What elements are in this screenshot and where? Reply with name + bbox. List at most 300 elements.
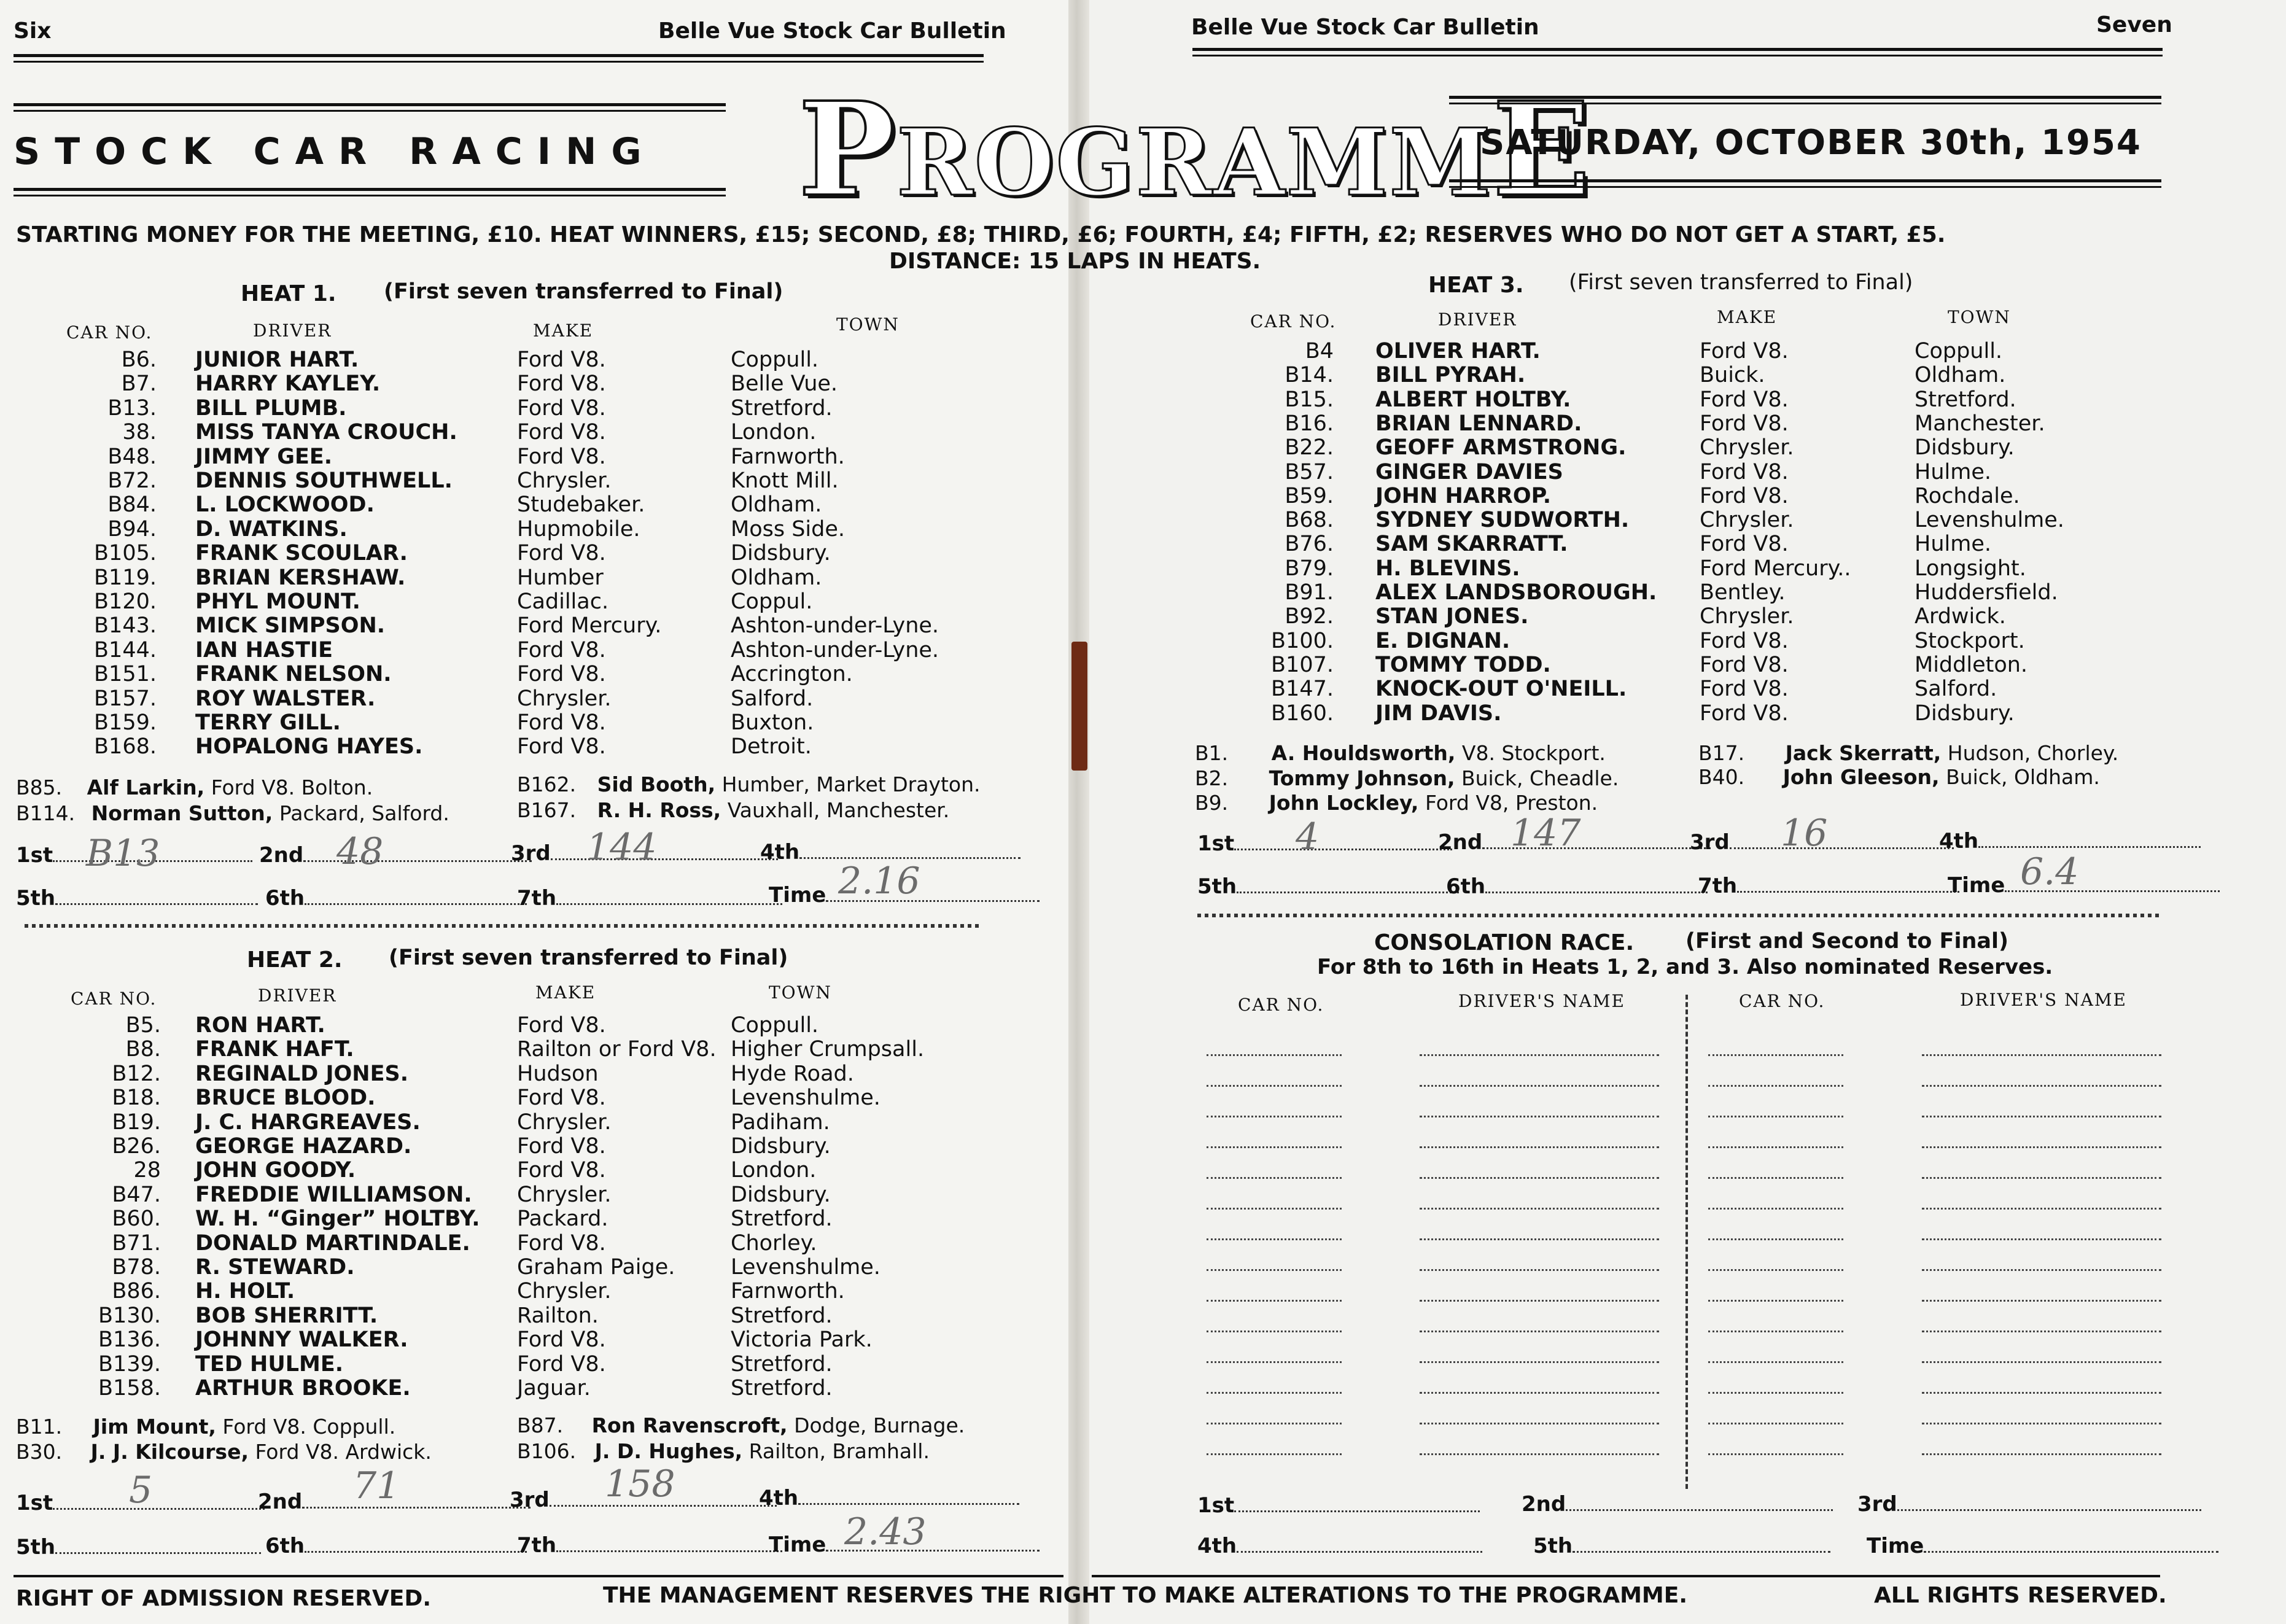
reserve-detail: Buick, Oldham.	[1946, 765, 2100, 789]
driver-name: RON HART.	[195, 1013, 325, 1038]
car-make: Chrysler.	[1700, 508, 1794, 533]
reserve-detail: Railton, Bramhall.	[748, 1439, 930, 1463]
placing-label: Time	[769, 883, 826, 907]
car-make: Ford V8.	[1700, 387, 1789, 412]
heat3-col-make: MAKE	[1717, 307, 1778, 327]
car-make: Ford V8.	[517, 420, 606, 445]
consolation-entry-line	[1922, 1206, 2161, 1210]
header-rule-right	[1192, 48, 2163, 56]
placing-blank	[302, 1494, 531, 1509]
car-make: Ford V8.	[517, 1230, 606, 1256]
consolation-entry-line	[1708, 1452, 1843, 1455]
heat3-reserve-5	[1698, 765, 2100, 789]
consolation-entry-line	[1420, 1145, 1659, 1148]
car-number: B7.	[121, 371, 157, 397]
car-make: Ford V8.	[1700, 628, 1789, 653]
driver-town: Oldham.	[731, 492, 822, 518]
car-number: B136.	[98, 1327, 161, 1353]
car-number: B94.	[107, 516, 157, 542]
driver-name: E. DIGNAN.	[1375, 628, 1510, 653]
driver-town: Rochdale.	[1915, 483, 2020, 508]
car-make: Ford V8.	[1700, 652, 1789, 677]
car-make: Ford Mercury..	[1700, 556, 1851, 581]
consolation-entry-line	[1420, 1299, 1659, 1302]
distance-line: DISTANCE: 15 LAPS IN HEATS.	[889, 249, 1261, 274]
driver-name: MISS TANYA CROUCH.	[195, 420, 457, 445]
driver-town: Levenshulme.	[731, 1255, 881, 1280]
car-make: Bentley.	[1700, 580, 1786, 605]
consolation-note: (First and Second to Final)	[1685, 929, 2008, 954]
driver-name: BOB SHERRITT.	[195, 1303, 378, 1328]
consolation-entry-line	[1922, 1145, 2161, 1148]
car-number: B143.	[94, 613, 157, 639]
heat2-reserve-2	[16, 1440, 432, 1464]
heat3-reserve-4	[1698, 741, 2118, 765]
car-make: Ford V8.	[1700, 677, 1789, 702]
header-rule-left	[14, 54, 984, 63]
car-make: Ford V8.	[517, 541, 606, 566]
car-make: Chrysler.	[517, 686, 612, 711]
placing-blank	[305, 891, 527, 905]
heat1-handwritten-time: 2.16	[838, 860, 920, 903]
driver-town: Levenshulme.	[731, 1086, 881, 1111]
reserve-detail: Dodge, Burnage.	[794, 1413, 965, 1437]
consolation-col-driver-right: DRIVER'S NAME	[1960, 990, 2127, 1010]
heat2-reserve-3	[517, 1413, 965, 1437]
driver-town: Detroit.	[731, 734, 812, 760]
reserve-name: J. D. Hughes,	[594, 1439, 743, 1463]
consolation-entry-line	[1922, 1114, 2161, 1117]
car-make: Ford V8.	[517, 710, 606, 735]
placing-label: 7th	[517, 1533, 557, 1558]
car-number: B19.	[112, 1109, 161, 1135]
consolation-entry-line	[1420, 1452, 1659, 1455]
driver-town: Padiham.	[731, 1109, 830, 1135]
driver-name: FRANK SCOULAR.	[195, 541, 408, 566]
consolation-entry-line	[1207, 1206, 1342, 1210]
driver-town: Ashton-under-Lyne.	[731, 613, 939, 639]
heat2-handwritten-2nd: 71	[353, 1464, 400, 1507]
driver-town: London.	[731, 1158, 817, 1183]
consolation-entry-line	[1922, 1176, 2161, 1179]
reserve-name: John Lockley,	[1269, 791, 1419, 815]
car-make: Graham Paige.	[517, 1255, 675, 1280]
car-number: B71.	[112, 1230, 161, 1256]
driver-town: Didsbury.	[731, 1134, 831, 1159]
reserve-car: B85.	[16, 775, 63, 799]
car-number: B79.	[1285, 556, 1334, 581]
driver-town: Hyde Road.	[731, 1061, 854, 1086]
consolation-entry-line	[1922, 1391, 2161, 1394]
programme-middle: ROGRAMM	[896, 109, 1493, 217]
placing-label: 2nd	[1522, 1492, 1566, 1517]
consolation-entry-line	[1708, 1360, 1843, 1363]
driver-town: Higher Crumpsall.	[731, 1037, 925, 1062]
heat1-col-town: TOWN	[836, 314, 900, 335]
consolation-entry-line	[1708, 1237, 1843, 1240]
heat1-reserve-2	[16, 801, 449, 825]
heat3-note: (First seven transferred to Final)	[1569, 270, 1913, 295]
reserve-detail: Packard, Salford.	[279, 801, 449, 825]
driver-town: Accrington.	[731, 662, 853, 687]
car-make: Studebaker.	[517, 492, 645, 518]
car-number: B72.	[107, 468, 157, 493]
footer-management: THE MANAGEMENT RESERVES THE RIGHT TO MAKE ALTERATIONS TO THE PROGRAMME.	[603, 1583, 1688, 1608]
heat3-divider	[1197, 914, 2161, 917]
heat1-title: HEAT 1.	[241, 281, 336, 306]
driver-town: Manchester.	[1915, 411, 2045, 436]
driver-name: SAM SKARRATT.	[1375, 532, 1568, 557]
placing-label: 5th	[1197, 874, 1237, 899]
reserve-name: R. H. Ross,	[597, 798, 721, 822]
driver-name: GEORGE HAZARD.	[195, 1134, 412, 1159]
heat2-reserve-1	[16, 1415, 395, 1439]
heat1-note: (First seven transferred to Final)	[384, 279, 783, 304]
placing-label: Time	[1948, 873, 2005, 898]
driver-town: Stretford.	[731, 395, 833, 421]
consolation-entry-line	[1207, 1329, 1342, 1332]
consolation-entry-line	[1922, 1329, 2161, 1332]
consolation-title: CONSOLATION RACE.	[1374, 930, 1635, 955]
car-make: Humber	[517, 565, 604, 590]
heat1-col-car: CAR NO.	[66, 322, 153, 343]
consolation-entry-line	[1207, 1084, 1342, 1087]
consolation-entry-line	[1922, 1084, 2161, 1087]
stock-car-racing-title: STOCK CAR RACING	[14, 130, 656, 173]
driver-name: H. BLEVINS.	[1375, 556, 1520, 581]
heat1-reserve-4	[517, 798, 949, 822]
staple-mark	[1071, 642, 1087, 771]
consolation-subtitle: For 8th to 16th in Heats 1, 2, and 3. Also nominated Reserves.	[1317, 955, 2053, 979]
heat1-reserve-1	[16, 775, 373, 799]
driver-name: BRIAN LENNARD.	[1375, 411, 1582, 436]
placing-label: 7th	[1698, 874, 1738, 898]
driver-town: London.	[731, 420, 817, 445]
car-number: B130.	[98, 1303, 161, 1328]
consolation-entry-line	[1420, 1329, 1659, 1332]
car-number: B6.	[121, 348, 157, 372]
driver-name: HOPALONG HAYES.	[195, 734, 423, 760]
placing-label: 3rd	[1857, 1492, 1897, 1517]
driver-name: W. H. “Ginger” HOLTBY.	[195, 1206, 480, 1232]
placing-blank	[305, 1539, 527, 1553]
consolation-entry-line	[1708, 1268, 1843, 1271]
placing-4	[16, 1535, 261, 1560]
driver-town: Huddersfield.	[1915, 580, 2058, 605]
driver-town: Belle Vue.	[731, 371, 838, 397]
car-make: Ford V8.	[1700, 701, 1789, 726]
reserve-detail: Hudson, Chorley.	[1947, 741, 2119, 765]
driver-name: KNOCK-OUT O'NEILL.	[1375, 677, 1627, 702]
car-make: Ford V8.	[517, 395, 606, 421]
driver-town: Farnworth.	[731, 444, 845, 469]
placing-label: 2nd	[1438, 830, 1483, 855]
reserve-name: Jack Skerratt,	[1785, 741, 1942, 765]
heat1-reserve-3	[517, 772, 981, 796]
reserve-detail: Buick, Cheadle.	[1461, 766, 1619, 790]
car-number: B60.	[112, 1206, 161, 1232]
consolation-entry-line	[1207, 1237, 1342, 1240]
car-make: Chrysler.	[517, 1182, 612, 1207]
placing-1	[1522, 1492, 1833, 1517]
car-number: B76.	[1285, 532, 1334, 557]
reserve-detail: Vauxhall, Manchester.	[727, 798, 950, 822]
driver-name: BILL PYRAH.	[1375, 363, 1526, 388]
car-number: B59.	[1285, 483, 1334, 508]
placing-5	[265, 886, 527, 911]
car-number: B144.	[94, 637, 157, 662]
driver-name: BRUCE BLOOD.	[195, 1086, 376, 1111]
placing-label: 7th	[517, 886, 557, 911]
placing-5	[1446, 874, 1708, 899]
car-number: B15.	[1285, 387, 1334, 412]
driver-town: Salford.	[731, 686, 814, 711]
driver-town: Stretford.	[731, 1351, 833, 1377]
car-make: Railton or Ford V8.	[517, 1037, 717, 1062]
consolation-entry-line	[1420, 1053, 1659, 1056]
car-make: Cadillac.	[517, 589, 609, 614]
consolation-entry-line	[1420, 1268, 1659, 1271]
placing-blank	[1237, 879, 1459, 893]
consolation-entry-line	[1207, 1053, 1342, 1056]
reserve-car: B11.	[16, 1415, 63, 1439]
heat2-handwritten-3rd: 158	[605, 1463, 675, 1506]
prize-money-line: STARTING MONEY FOR THE MEETING, £10. HEAT WINNERS, £15; SECOND, £8; THIRD, £6; FOURTH, £4; FIFTH, £2; RESERVES WHO DO NOT GET A START, £5.	[16, 222, 1946, 247]
driver-name: R. STEWARD.	[195, 1255, 355, 1280]
car-number: B100.	[1271, 628, 1334, 653]
consolation-entry-line	[1922, 1053, 2161, 1056]
placing-blank	[1234, 836, 1452, 850]
reserve-detail: V8. Stockport.	[1461, 741, 1606, 765]
reserve-name: Alf Larkin,	[87, 775, 205, 799]
car-make: Chrysler.	[1700, 604, 1794, 629]
placing-label: 6th	[1446, 874, 1486, 899]
driver-name: JIMMY GEE.	[195, 444, 333, 469]
driver-name: ALBERT HOLTBY.	[1375, 387, 1571, 412]
car-make: Ford V8.	[517, 1351, 606, 1377]
car-make: Ford V8.	[517, 1013, 606, 1038]
car-number: B158.	[98, 1376, 161, 1401]
placing-label: 4th	[760, 840, 800, 864]
car-number: 28	[133, 1158, 161, 1183]
programme-initial: P	[798, 74, 896, 225]
car-number: B105.	[94, 541, 157, 566]
consolation-entry-line	[1420, 1360, 1659, 1363]
consolation-entry-line	[1708, 1176, 1843, 1179]
placing-4	[16, 886, 258, 911]
consolation-entry-line	[1708, 1084, 1843, 1087]
heat3-reserve-1	[1195, 741, 1606, 765]
footer-rule-right	[1092, 1575, 2160, 1577]
reserve-detail: Ford V8. Bolton.	[211, 775, 373, 799]
car-number: B91.	[1285, 580, 1334, 605]
car-make: Chrysler.	[517, 1109, 612, 1135]
placing-6	[517, 1533, 782, 1558]
consolation-entry-line	[1207, 1452, 1342, 1455]
driver-town: Salford.	[1915, 677, 1997, 702]
placing-7	[1948, 873, 2220, 898]
consolation-entry-line	[1207, 1299, 1342, 1302]
car-make: Ford V8.	[517, 662, 606, 687]
title-rule-bottom-right	[1449, 179, 2161, 188]
driver-name: SYDNEY SUDWORTH.	[1375, 508, 1630, 533]
driver-town: Stretford.	[731, 1376, 833, 1401]
consolation-entry-line	[1708, 1206, 1843, 1210]
car-number: B26.	[112, 1134, 161, 1159]
consolation-entry-line	[1207, 1145, 1342, 1148]
car-make: Chrysler.	[1700, 435, 1794, 460]
car-number: B84.	[107, 492, 157, 518]
heat2-reserve-4	[517, 1439, 930, 1463]
placing-label: 4th	[759, 1486, 799, 1510]
driver-name: L. LOCKWOOD.	[195, 492, 375, 518]
consolation-entry-line	[1420, 1176, 1659, 1179]
reserve-car: B9.	[1195, 791, 1229, 815]
consolation-entry-line	[1922, 1299, 2161, 1302]
placing-blank	[556, 1538, 782, 1552]
car-make: Ford V8.	[517, 1086, 606, 1111]
heat2-handwritten-1st: 5	[129, 1469, 153, 1512]
placing-label: 3rd	[1690, 830, 1730, 855]
heat1-handwritten-1st: B13	[86, 832, 160, 875]
heat3-handwritten-2nd: 147	[1510, 812, 1581, 855]
car-number: B119.	[94, 565, 157, 590]
consolation-entry-line	[1420, 1206, 1659, 1210]
placing-label: 6th	[265, 886, 305, 911]
car-number: B12.	[112, 1061, 161, 1086]
title-rule-bottom-left	[14, 188, 726, 196]
reserve-detail: Humber, Market Drayton.	[721, 772, 981, 796]
placing-4	[1533, 1534, 1830, 1558]
driver-town: Didsbury.	[731, 541, 831, 566]
reserve-car: B2.	[1195, 766, 1229, 790]
driver-town: Stockport.	[1915, 628, 2025, 653]
footer-rule-left	[14, 1575, 1063, 1577]
heat2-handwritten-time: 2.43	[844, 1510, 927, 1553]
car-number: B159.	[94, 710, 157, 735]
consolation-col-driver-left: DRIVER'S NAME	[1458, 991, 1625, 1011]
car-number: B68.	[1285, 508, 1334, 533]
driver-town: Coppul.	[731, 589, 813, 614]
heat3-col-driver: DRIVER	[1438, 309, 1517, 330]
driver-name: GEOFF ARMSTRONG.	[1375, 435, 1627, 460]
reserve-detail: Ford V8, Preston.	[1425, 791, 1598, 815]
placing-3	[1197, 1534, 1482, 1558]
consolation-entry-line	[1708, 1114, 1843, 1117]
footer-admission: RIGHT OF ADMISSION RESERVED.	[16, 1586, 432, 1611]
driver-name: TED HULME.	[195, 1351, 344, 1377]
reserve-name: Tommy Johnson,	[1269, 766, 1455, 790]
placing-label: 1st	[1197, 831, 1235, 856]
placing-blank	[55, 891, 258, 905]
driver-town: Didsbury.	[1915, 435, 2015, 460]
car-number: B8.	[125, 1037, 161, 1062]
placing-label: 1st	[1197, 1493, 1235, 1518]
car-make: Hupmobile.	[517, 516, 640, 542]
placing-blank	[556, 891, 782, 905]
footer-rights: ALL RIGHTS RESERVED.	[1874, 1583, 2167, 1608]
consolation-entry-line	[1708, 1421, 1843, 1424]
heat2-note: (First seven transferred to Final)	[389, 946, 788, 970]
placing-label: 6th	[265, 1534, 305, 1558]
driver-town: Stretford.	[731, 1303, 833, 1328]
heat2-col-car: CAR NO.	[71, 989, 157, 1009]
consolation-entry-line	[1207, 1391, 1342, 1394]
placing-0	[1197, 831, 1452, 856]
reserve-name: John Gleeson,	[1783, 765, 1940, 789]
heat1-handwritten-2nd: 48	[336, 830, 384, 873]
placing-blank	[1730, 835, 1954, 849]
placing-blank	[1573, 1539, 1830, 1553]
car-make: Ford V8.	[1700, 483, 1789, 508]
consolation-entry-line	[1420, 1391, 1659, 1394]
driver-name: TOMMY TODD.	[1375, 652, 1551, 677]
car-number: B120.	[94, 589, 157, 614]
car-make: Ford V8.	[517, 637, 606, 662]
car-number: B139.	[98, 1351, 161, 1377]
driver-town: Ashton-under-Lyne.	[731, 637, 939, 662]
car-number: B57.	[1285, 459, 1334, 484]
driver-name: D. WATKINS.	[195, 516, 348, 542]
heat3-handwritten-time: 6.4	[2020, 850, 2079, 893]
driver-town: Coppull.	[731, 348, 819, 372]
placing-label: 3rd	[510, 1488, 550, 1512]
car-number: B86.	[112, 1279, 161, 1304]
car-number: B47.	[112, 1182, 161, 1207]
placing-blank	[1978, 834, 2201, 848]
car-number: B48.	[107, 444, 157, 469]
driver-town: Stretford.	[731, 1206, 833, 1232]
car-number: B22.	[1285, 435, 1334, 460]
car-make: Ford V8.	[1700, 459, 1789, 484]
placing-blank	[1566, 1497, 1833, 1511]
consolation-entry-line	[1420, 1237, 1659, 1240]
placing-blank	[1237, 1539, 1482, 1553]
placing-4	[1197, 874, 1459, 899]
title-rule-top-right	[1449, 96, 2161, 104]
heat3-col-car: CAR NO.	[1250, 311, 1337, 332]
reserve-name: Norman Sutton,	[91, 801, 273, 825]
driver-town: Stretford.	[1915, 387, 2016, 412]
reserve-detail: Ford V8. Ardwick.	[255, 1440, 432, 1464]
heat3-title: HEAT 3.	[1428, 273, 1524, 298]
consolation-entry-line	[1420, 1421, 1659, 1424]
placing-blank	[551, 846, 778, 860]
placing-3	[759, 1486, 1019, 1510]
placing-label: 1st	[16, 1491, 53, 1515]
page-number-right: Seven	[2096, 12, 2172, 37]
programme-final: E	[1492, 74, 1592, 225]
car-make: Ford V8.	[1700, 411, 1789, 436]
title-rule-top-left	[14, 103, 726, 112]
driver-name: TERRY GILL.	[195, 710, 341, 735]
placing-label: 5th	[16, 1535, 56, 1560]
placing-label: 2nd	[258, 1490, 303, 1514]
reserve-car: B87.	[517, 1413, 564, 1437]
driver-name: FRANK NELSON.	[195, 662, 392, 687]
car-number: B14.	[1285, 363, 1334, 388]
driver-name: JOHN HARROP.	[1375, 483, 1552, 508]
placing-2	[1857, 1492, 2201, 1517]
car-make: Packard.	[517, 1206, 608, 1232]
driver-town: Moss Side.	[731, 516, 846, 542]
placing-label: 2nd	[259, 843, 304, 868]
reserve-car: B17.	[1698, 741, 1745, 765]
car-number: B151.	[94, 662, 157, 687]
reserve-name: J. J. Kilcourse,	[90, 1440, 249, 1464]
placing-label: 4th	[1939, 829, 1979, 853]
car-make: Ford V8.	[517, 1327, 606, 1353]
